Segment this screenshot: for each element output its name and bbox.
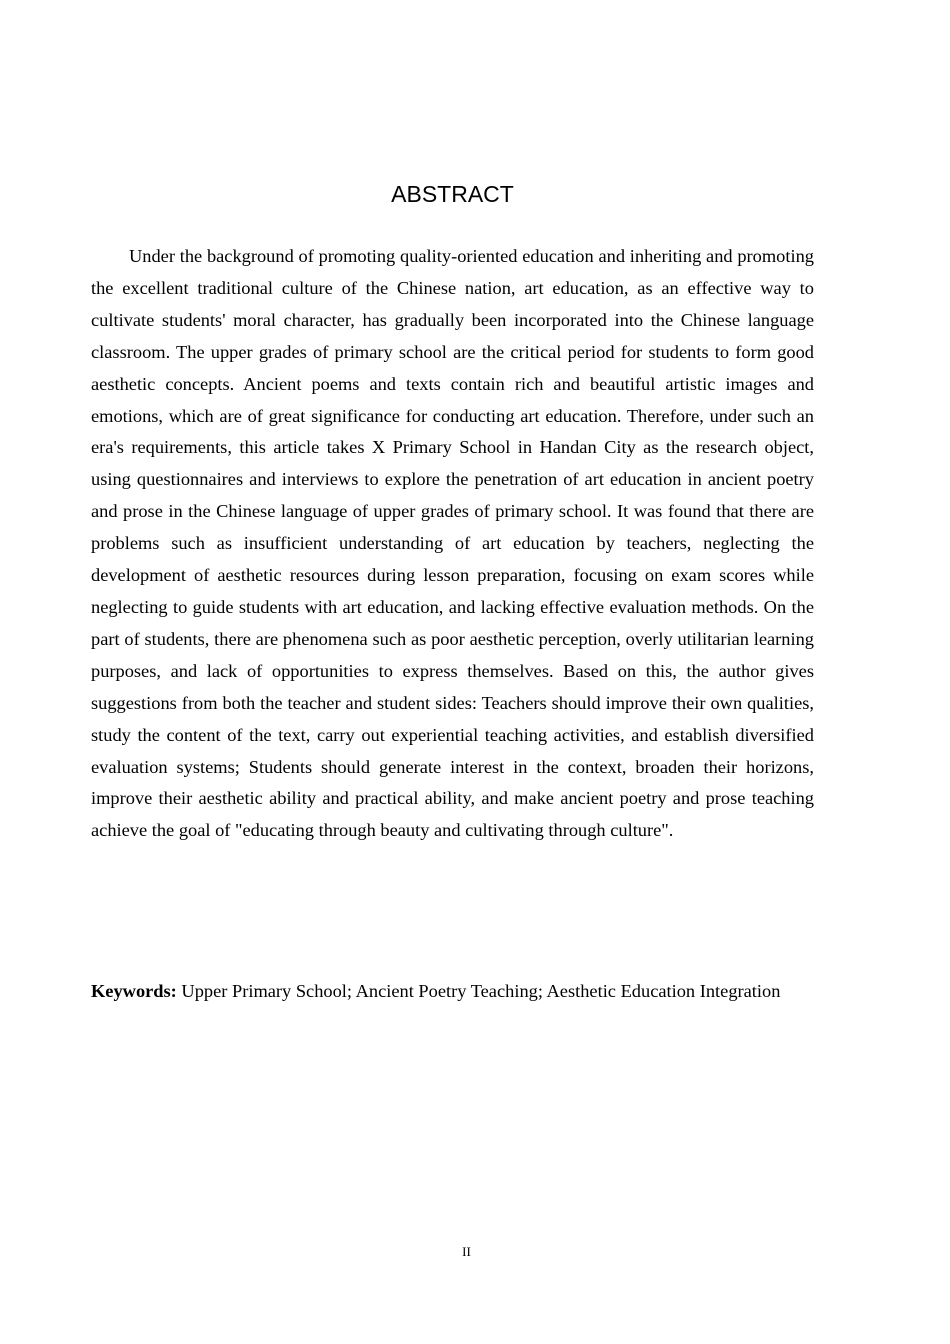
- keywords-label: Keywords:: [91, 981, 177, 1001]
- abstract-title: ABSTRACT: [391, 181, 514, 207]
- keywords-line: [91, 976, 814, 1008]
- page-number: II: [462, 1244, 471, 1259]
- abstract-body: Under the background of promoting quality-oriented education and inheriting and promoting the excellent traditional culture of the Chinese nation, art education, as an effective way to cultivate students' moral character, has gradually been incorporated into the Chinese language classroom. The upper grades of primary school are the critical period for students to form good aesthetic concepts. Ancient poems and texts contain rich and beautiful artistic images and emotions, which are of great significance for conducting art education. Therefore, under such an era's requirements, this article takes X Primary School in Handan City as the research object, using questionnaires and interviews to explore the penetration of art education in ancient poetry and prose in the Chinese language of upper grades of primary school. It was found that there are problems such as insufficient understanding of art education by teachers, neglecting the development of aesthetic resources during lesson preparation, focusing on exam scores while neglecting to guide students with art education, and lacking effective evaluation methods. On the part of students, there are phenomena such as poor aesthetic perception, overly utilitarian learning purposes, and lack of opportunities to express themselves. Based on this, the author gives suggestions from both the teacher and student sides: Teachers should improve their own qualities, study the content of the text, carry out experiential teaching activities, and establish diversified evaluation systems; Students should generate interest in the context, broaden their horizons, improve their aesthetic ability and practical ability, and make ancient poetry and prose teaching achieve the goal of "educating through beauty and cultivating through culture".: [91, 246, 814, 841]
- keywords-text: Upper Primary School; Ancient Poetry Teaching; Aesthetic Education Integration: [181, 981, 781, 1001]
